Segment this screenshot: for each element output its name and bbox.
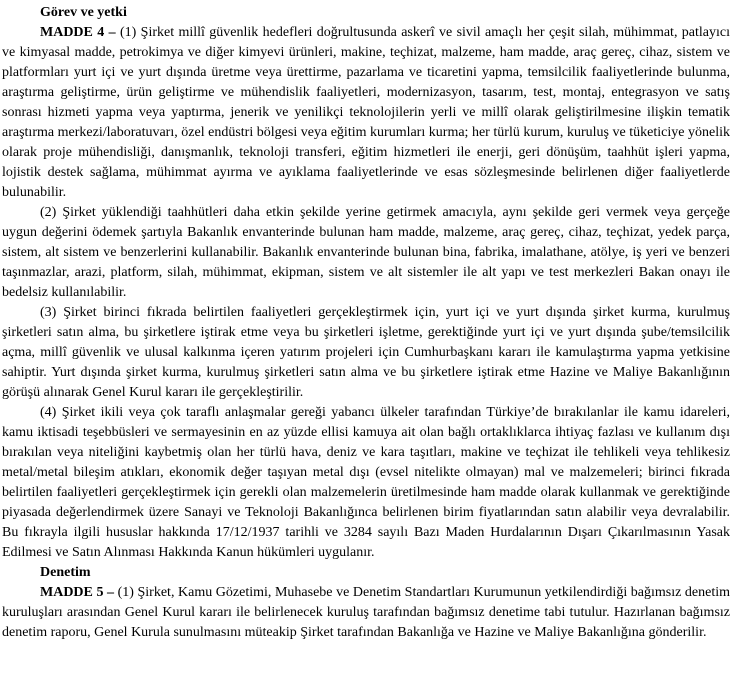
paragraph-fikra-3: (3) Şirket birinci fıkrada belirtilen faaliyetleri gerçekleştirmek için, yurt içi ve yurt dışında şirket kurma, kurulmuş şirketleri satın alma, bu şirketlere iştirak etme veya bu şirketleri işletme, gerektiğinde yurt içi ve yurt dışında şube/temsilcilik açma, millî güvenlik ve ulusal kalkınma içeren yatırım projeleri için Cumhurbaşkanı kararı ile kamulaştırma yapma yetkisine sahiptir. Yurt dışında şirket kurma, kurulmuş şirketleri satın alma ve bu şirketlere iştirak etme Hazine ve Maliye Bakanlığının görüşü alınarak Genel Kurul kararı ile gerçekleştirilir. [2, 305, 730, 400]
article-madde-5-number: MADDE 5 – [40, 585, 115, 600]
paragraph-fikra-2: (2) Şirket yüklendiği taahhütleri daha etkin şekilde yerine getirmek amacıyla, aynı şekilde geri vermek veya gerçeğe uygun değerini ödemek şartıyla Bakanlık envanterinde bulunan ham madde, malzeme, araç gereç, cihaz, teçhizat, yedek parça, sistem, alt sistem ve benzerlerini kullanabilir. Bakanlık envanterinde bulunan bina, fabrika, imalathane, atölye, iş yeri ve benzeri taşınmazlar, arazi, platform, silah, mühimmat, ekipman, sistem ve alt sistemler ile alt yapı ve test merkezleri Bakan onayı ile bedelsiz kullanılabilir. [2, 205, 730, 300]
section-heading-gorev-ve-yetki: Görev ve yetki [40, 5, 127, 20]
article-madde-4-text: (1) Şirket millî güvenlik hedefleri doğrultusunda askerî ve sivil amaçlı her çeşit silah, mühimmat, patlayıcı ve kimyasal madde, petrokimya ve diğer kimyevi ürünleri, makine, teçhizat, malzeme, ham madde, araç gereç, cihaz, sistem ve platformları yurt içi ve yurt dışında üretme veya ürettirme, pazarlama ve ticaretini yapma, temsilcilik faaliyetlerinde bulunma, araştırma geliştirme, ürün geliştirme ve mühendislik faaliyetleri, modernizasyon, tasarım, test, montaj, entegrasyon ve satış sonrası hizmeti yapma veya yaptırma, jenerik ve yenilikçi teknolojilerin yerli ve millî olarak geliştirilmesine ilişkin tematik araştırma merkezi/laboratuvarı, özel endüstri bölgesi veya eğitim kurumları kurma; her türlü kurum, kuruluş ve tüketiciye yönelik olarak proje mühendisliği, danışmanlık, teknoloji transferi, eğitim hizmetleri ile enerji, geri dönüşüm, taahhüt işleri yapma, lojistik destek sağlama, mühimmat ayırma ve ayıklama faaliyetlerinde ve esas sözleşmesinde belirlenen diğer faaliyetlerde bulunabilir. [2, 25, 731, 200]
section-heading-denetim: Denetim [40, 565, 91, 580]
article-madde-4 [2, 23, 730, 203]
article-madde-5-text: (1) Şirket, Kamu Gözetimi, Muhasebe ve Denetim Standartları Kurumunun yetkilendirdiği bağımsız denetim kuruluşları arasından Genel Kurul kararı ile belirlenecek kuruluş tarafından bağımsız denetime tabi tutulur. Hazırlanan bağımsız denetim raporu, Genel Kurula sunulmasını müteakip Şirket tarafından Bakanlığa ve Hazine ve Maliye Bakanlığına gönderilir. [2, 585, 730, 640]
paragraph-fikra-4: (4) Şirket ikili veya çok taraflı anlaşmalar gereği yabancı ülkeler tarafından Türkiye’de bırakılanlar ile kamu idareleri, kamu iktisadi teşebbüsleri ve sermayesinin en az yüzde ellisi kamuya ait olan bağlı ortaklıklarca ihtiyaç fazlası ve kullanım dışı bırakılan veya niteliğini kaybetmiş olan her türlü hava, deniz ve kara taşıtları, makine ve teçhizat ile tehlikeli veya tehlikesiz metal/metal bileşim atıkları, ekonomik değer taşıyan metal dışı (evsel nitelikte olmayan) mal ve malzemeleri; birinci fıkrada belirtilen faaliyetleri gerçekleştirmek için gerekli olan malzemelerin üretilmesinde ham madde olarak kullanmak ve gerektiğinde piyasada değerlendirmek üzere Sanayi ve Teknoloji Bakanlığınca belirlenen birim fiyatlarından satın alabilir veya devralabilir. Bu fıkrayla ilgili hususlar hakkında 17/12/1937 tarihli ve 3284 sayılı Bazı Maden Hurdalarının Dışarı Çıkarılmasının Yasak Edilmesi ve Satın Alınması Hakkında Kanun hükümleri uygulanır. [2, 405, 730, 560]
article-madde-4-number: MADDE 4 – [40, 25, 116, 40]
article-madde-5 [2, 583, 730, 643]
